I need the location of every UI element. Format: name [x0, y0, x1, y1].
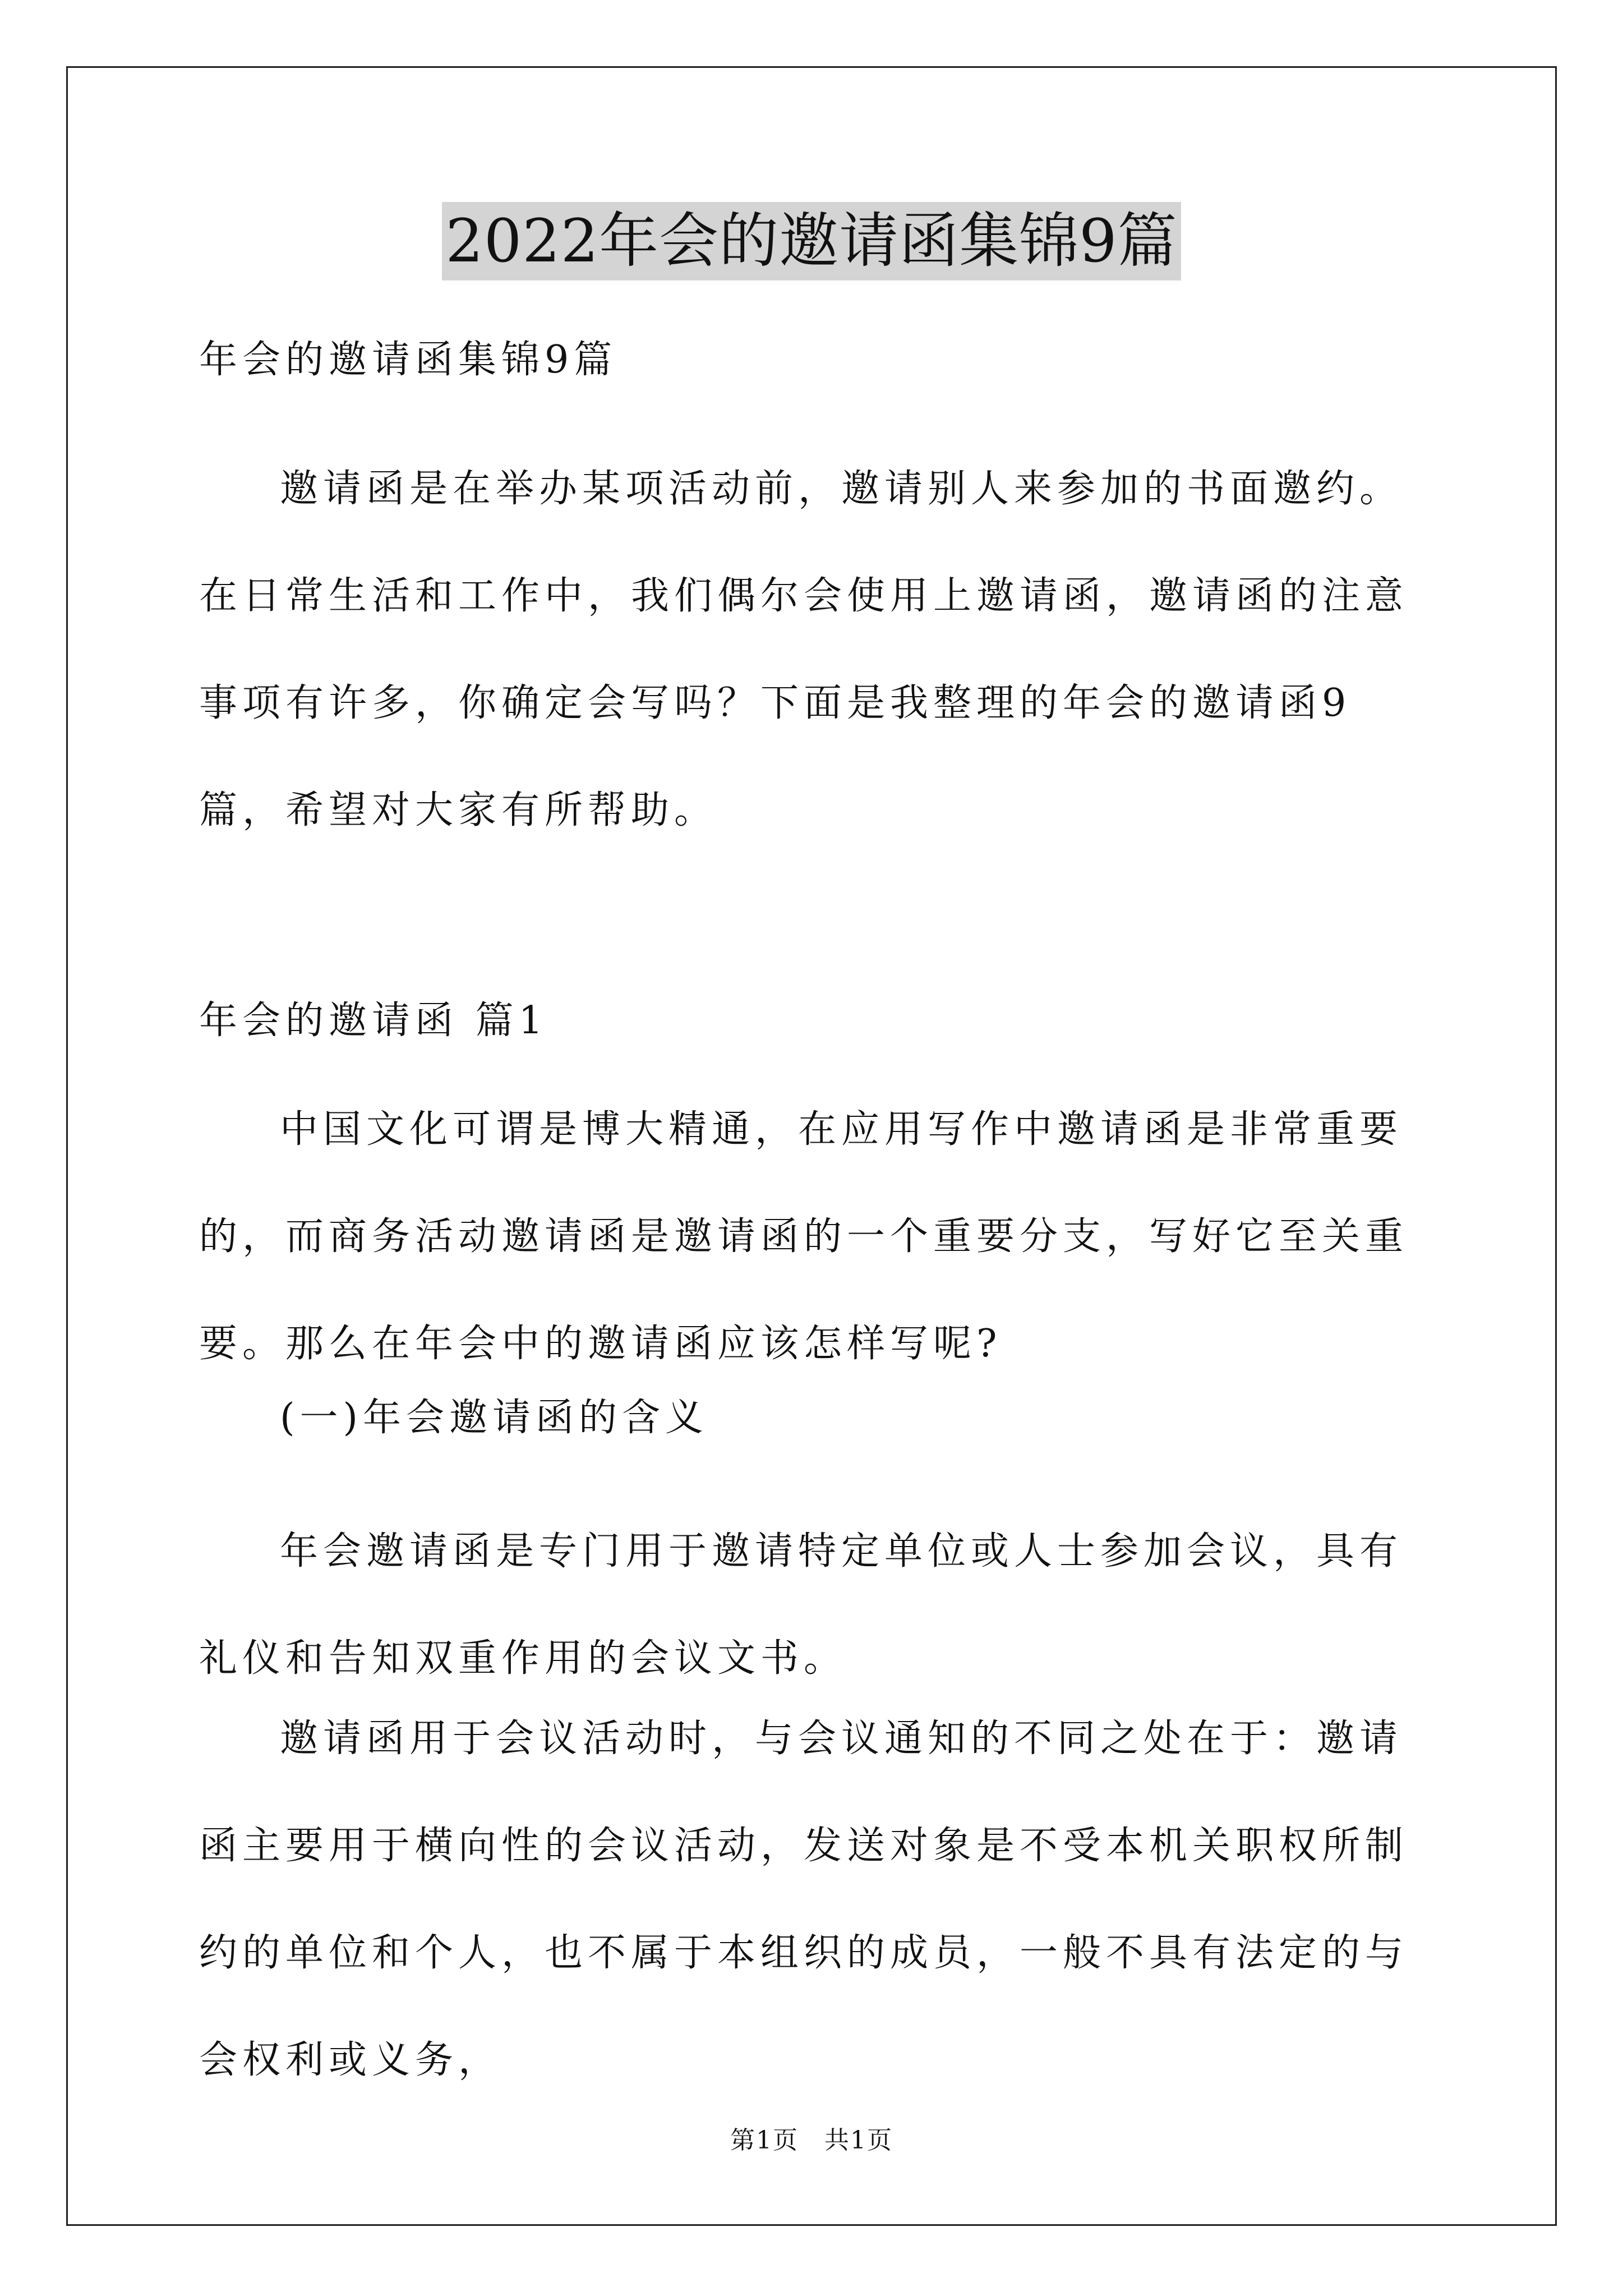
body-paragraph: 中国文化可谓是博大精通，在应用写作中邀请函是非常重要的，而商务活动邀请函是邀请函的一个重要分支，写好它至关重要。那么在年会中的邀请函应该怎样写呢? [199, 1107, 1409, 1366]
document-title: 2022年会的邀请函集锦9篇 [442, 202, 1181, 280]
body-paragraph: 邀请函用于会议活动时，与会议通知的不同之处在于：邀请函主要用于横向性的会议活动，发送对象是不受本机关职权所制约的单位和个人，也不属于本组织的成员，一般不具有法定的与会权利或义务， [199, 1717, 1409, 2082]
intro-paragraph: 邀请函是在举办某项活动前，邀请别人来参加的书面邀约。在日常生活和工作中，我们偶尔会使用上邀请函，邀请函的注意事项有许多，你确定会写吗？下面是我整理的年会的邀请函9篇，希望对大家有所帮助。 [199, 467, 1409, 832]
subsection-heading: (一)年会邀请函的含义 [280, 1396, 709, 1440]
section-heading: 年会的邀请函 篇1 [199, 999, 548, 1043]
body-paragraph: 年会邀请函是专门用于邀请特定单位或人士参加会议，具有礼仪和告知双重作用的会议文书。 [199, 1529, 1403, 1681]
document-subtitle: 年会的邀请函集锦9篇 [199, 338, 617, 382]
title-container [0, 202, 1623, 280]
page-footer: 第1页 共1页 [730, 2126, 893, 2155]
